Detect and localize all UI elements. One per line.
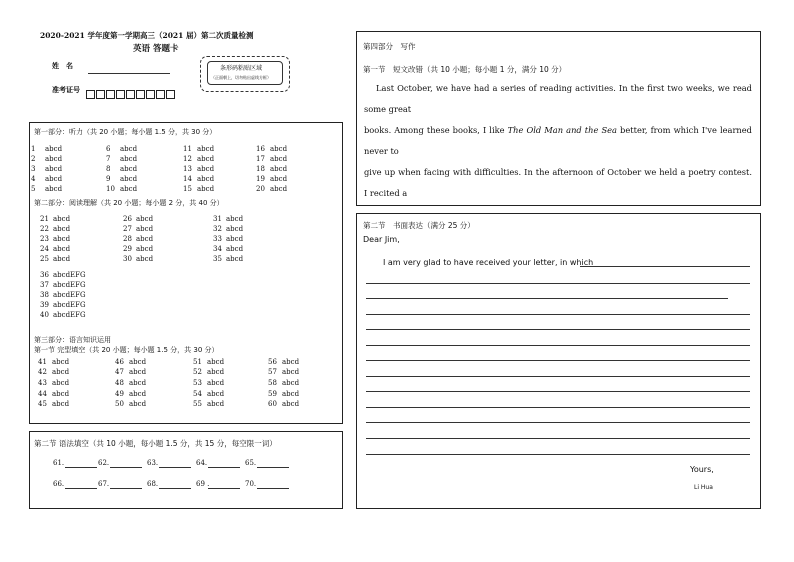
question-number: 41 <box>38 358 47 366</box>
question-number: 1 <box>31 145 36 153</box>
blank-line[interactable] <box>65 488 97 489</box>
writing-line[interactable] <box>366 329 750 330</box>
writing-line[interactable] <box>366 360 750 361</box>
question-number: 25 <box>40 255 49 263</box>
question-number: 16 <box>256 145 265 153</box>
part4-title: 第四部分 写作 <box>363 42 416 51</box>
exam-id-label: 准考证号 <box>52 86 80 94</box>
blank-line[interactable] <box>110 488 142 489</box>
question-number: 22 <box>40 225 49 233</box>
answer-options: abcd <box>53 215 71 223</box>
question-number: 44 <box>38 390 47 398</box>
blank-line[interactable] <box>208 467 240 468</box>
answer-options: abcd <box>226 245 244 253</box>
answer-options: abcd <box>120 185 138 193</box>
answer-options: abcd <box>45 175 63 183</box>
question-number: 5 <box>31 185 36 193</box>
answer-options: abcd <box>270 145 288 153</box>
question-number: 31 <box>213 215 222 223</box>
answer-options: abcd <box>207 358 225 366</box>
writing-title: 第二节 书面表达（满分 25 分） <box>363 221 475 230</box>
part3-title: 第三部分：语言知识运用 <box>34 336 111 344</box>
name-field[interactable] <box>88 73 170 74</box>
blank-line[interactable] <box>208 488 240 489</box>
answer-options: abcd <box>207 368 225 376</box>
question-number: 54 <box>193 390 202 398</box>
answer-options: abcd <box>53 235 71 243</box>
question-number: 28 <box>123 235 132 243</box>
blank-number: 65. <box>245 459 257 467</box>
passage-text-2b: better, from which I've learned never to <box>364 125 752 156</box>
answer-options: abcd <box>52 379 70 387</box>
writing-line[interactable] <box>366 283 750 284</box>
answer-options: abcd <box>45 165 63 173</box>
answer-options: abcdEFG <box>53 271 86 279</box>
writing-line[interactable] <box>366 454 750 455</box>
writing-line[interactable] <box>366 345 750 346</box>
answer-options: abcd <box>136 245 154 253</box>
answer-options: abcd <box>282 358 300 366</box>
barcode-note: （正面朝上，切勿贴出虚线方框） <box>211 75 271 80</box>
answer-options: abcd <box>45 185 63 193</box>
answer-options: abcd <box>226 215 244 223</box>
question-number: 20 <box>256 185 265 193</box>
answer-options: abcd <box>282 400 300 408</box>
answer-options: abcd <box>129 368 147 376</box>
question-number: 33 <box>213 235 222 243</box>
writing-line[interactable] <box>366 438 750 439</box>
question-number: 32 <box>213 225 222 233</box>
question-number: 4 <box>31 175 36 183</box>
page-subtitle: 英语 答题卡 <box>133 44 179 54</box>
blank-line[interactable] <box>110 467 142 468</box>
answer-options: abcd <box>270 175 288 183</box>
answer-options: abcd <box>129 358 147 366</box>
question-number: 6 <box>106 145 111 153</box>
question-number: 37 <box>40 281 49 289</box>
exam-id-boxes[interactable] <box>86 84 176 103</box>
answer-options: abcd <box>226 235 244 243</box>
answer-options: abcd <box>136 225 154 233</box>
answer-options: abcd <box>136 235 154 243</box>
question-number: 51 <box>193 358 202 366</box>
question-number: 48 <box>115 379 124 387</box>
question-number: 35 <box>213 255 222 263</box>
blank-number: 70. <box>245 480 257 488</box>
page-title: 2020-2021 学年度第一学期高三（2021 届）第二次质量检测 <box>40 31 254 40</box>
question-number: 14 <box>183 175 192 183</box>
answer-options: abcd <box>270 165 288 173</box>
blank-line[interactable] <box>257 467 289 468</box>
writing-line[interactable] <box>366 376 750 377</box>
question-number: 26 <box>123 215 132 223</box>
passage-line-2 <box>364 120 752 162</box>
question-number: 57 <box>268 368 277 376</box>
writing-line[interactable] <box>366 407 750 408</box>
answer-options: abcd <box>52 368 70 376</box>
book-title-1: The Old Man and the Sea <box>507 125 617 135</box>
answer-options: abcdEFG <box>53 281 86 289</box>
answer-options: abcd <box>282 368 300 376</box>
answer-options: abcd <box>129 390 147 398</box>
question-number: 39 <box>40 301 49 309</box>
answer-options: abcd <box>270 185 288 193</box>
question-number: 46 <box>115 358 124 366</box>
question-number: 47 <box>115 368 124 376</box>
question-number: 27 <box>123 225 132 233</box>
blank-line[interactable] <box>159 467 191 468</box>
question-number: 23 <box>40 235 49 243</box>
answer-options: abcd <box>270 155 288 163</box>
answer-options: abcd <box>45 145 63 153</box>
question-number: 17 <box>256 155 265 163</box>
question-number: 3 <box>31 165 36 173</box>
answer-options: abcd <box>53 245 71 253</box>
answer-options: abcd <box>136 255 154 263</box>
answer-options: abcd <box>52 400 70 408</box>
answer-options: abcdEFG <box>53 301 86 309</box>
greeting: Dear Jim, <box>363 235 400 244</box>
question-number: 18 <box>256 165 265 173</box>
part1-title: 第一部分：听力（共 20 小题；每小题 1.5 分，共 30 分） <box>34 128 217 136</box>
answer-options: abcdEFG <box>53 311 86 319</box>
letter-signature: Li Hua <box>694 484 713 491</box>
answer-options: abcdEFG <box>53 291 86 299</box>
question-number: 21 <box>40 215 49 223</box>
letter-closing: Yours, <box>690 465 714 474</box>
question-number: 43 <box>38 379 47 387</box>
blank-number: 64. <box>196 459 208 467</box>
answer-options: abcd <box>197 165 215 173</box>
answer-options: abcd <box>282 390 300 398</box>
blank-number: 68. <box>147 480 159 488</box>
answer-options: abcd <box>197 145 215 153</box>
blank-number: 66. <box>53 480 65 488</box>
blank-number: 62. <box>98 459 110 467</box>
blank-number: 67. <box>98 480 110 488</box>
question-number: 42 <box>38 368 47 376</box>
question-number: 36 <box>40 271 49 279</box>
passage-line-1: Last October, we have had a series of reading activities. In the first two weeks, we read some great <box>364 83 752 114</box>
letter-opening: I am very glad to have received your letter, in which <box>383 258 594 267</box>
question-number: 12 <box>183 155 192 163</box>
answer-options: abcd <box>53 255 71 263</box>
question-number: 13 <box>183 165 192 173</box>
blank-line[interactable] <box>159 488 191 489</box>
writing-line[interactable] <box>366 298 728 299</box>
question-number: 10 <box>106 185 115 193</box>
barcode-inner <box>207 61 283 85</box>
question-number: 8 <box>106 165 111 173</box>
question-number: 30 <box>123 255 132 263</box>
blank-line[interactable] <box>257 488 289 489</box>
part2-title: 第二部分：阅读理解（共 20 小题；每小题 2 分，共 40 分） <box>34 199 224 207</box>
question-number: 11 <box>183 145 192 153</box>
answer-options: abcd <box>120 155 138 163</box>
blank-line[interactable] <box>65 467 97 468</box>
question-number: 56 <box>268 358 277 366</box>
question-number: 60 <box>268 400 277 408</box>
question-number: 50 <box>115 400 124 408</box>
answer-options: abcd <box>197 175 215 183</box>
answer-options: abcd <box>120 175 138 183</box>
answer-options: abcd <box>197 155 215 163</box>
answer-options: abcd <box>129 400 147 408</box>
writing-line[interactable] <box>366 314 750 315</box>
question-number: 53 <box>193 379 202 387</box>
question-number: 59 <box>268 390 277 398</box>
answer-options: abcd <box>207 379 225 387</box>
error-correction-passage <box>364 78 752 201</box>
question-number: 52 <box>193 368 202 376</box>
question-number: 24 <box>40 245 49 253</box>
blank-number: 63. <box>147 459 159 467</box>
answer-options: abcd <box>197 185 215 193</box>
answer-options: abcd <box>226 255 244 263</box>
question-number: 34 <box>213 245 222 253</box>
answer-options: abcd <box>45 155 63 163</box>
answer-options: abcd <box>226 225 244 233</box>
question-number: 2 <box>31 155 36 163</box>
question-number: 49 <box>115 390 124 398</box>
passage-line-3: give up when facing with difficulties. In the afternoon of October we held a poetry contest. I recited a <box>364 167 752 198</box>
question-number: 58 <box>268 379 277 387</box>
blank-number: 61. <box>53 459 65 467</box>
answer-options: abcd <box>129 379 147 387</box>
answer-options: abcd <box>52 358 70 366</box>
barcode-title: 条形码粘贴区域 <box>220 65 263 72</box>
question-number: 29 <box>123 245 132 253</box>
answer-options: abcd <box>207 400 225 408</box>
blank-number: 69 . <box>196 480 210 488</box>
answer-options: abcd <box>207 390 225 398</box>
question-number: 38 <box>40 291 49 299</box>
writing-line-0[interactable] <box>580 266 750 267</box>
writing-line[interactable] <box>366 422 750 423</box>
answer-options: abcd <box>136 215 154 223</box>
question-number: 7 <box>106 155 111 163</box>
question-number: 40 <box>40 311 49 319</box>
question-number: 55 <box>193 400 202 408</box>
grammar-title: 第二节 语法填空（共 10 小题，每小题 1.5 分，共 15 分，每空限一词） <box>34 439 277 448</box>
answer-options: abcd <box>120 165 138 173</box>
answer-options: abcd <box>52 390 70 398</box>
name-label: 姓 名 <box>52 62 73 70</box>
passage-text-2a: books. Among these books, I like <box>364 125 508 135</box>
question-number: 15 <box>183 185 192 193</box>
part4-section1-title: 第一节 短文改错（共 10 小题；每小题 1 分，满分 10 分） <box>363 65 567 74</box>
question-number: 19 <box>256 175 265 183</box>
question-number: 45 <box>38 400 47 408</box>
question-number: 9 <box>106 175 111 183</box>
part3-section1-title: 第一节 完型填空（共 20 小题；每小题 1.5 分，共 30 分） <box>34 346 219 354</box>
answer-options: abcd <box>53 225 71 233</box>
answer-options: abcd <box>120 145 138 153</box>
barcode-area <box>200 56 290 92</box>
writing-line[interactable] <box>366 391 750 392</box>
answer-options: abcd <box>282 379 300 387</box>
